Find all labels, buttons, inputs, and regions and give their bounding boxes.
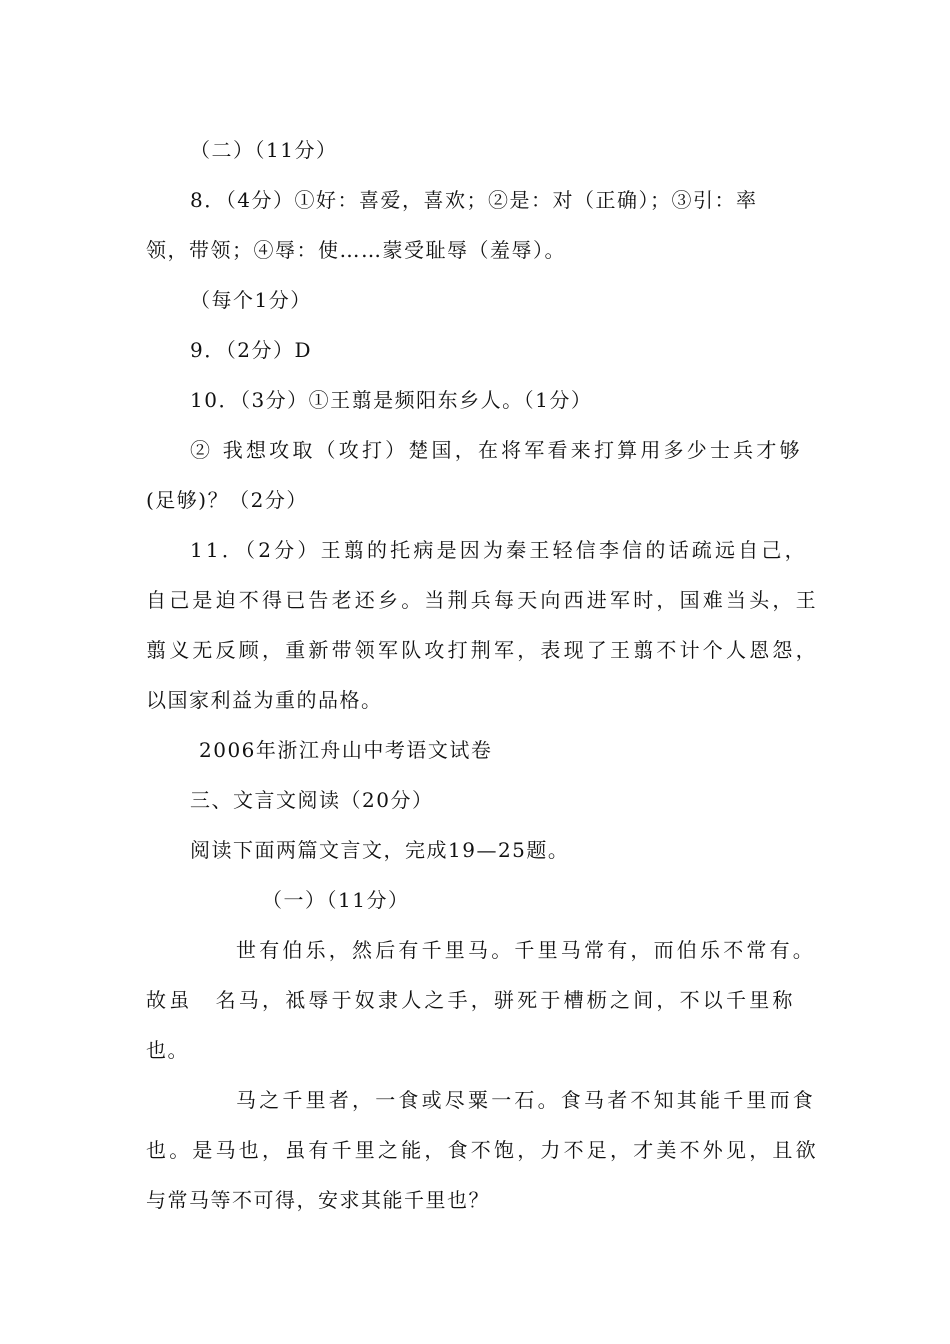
answer-8-line-2: 领，带领；④辱：使……蒙受耻辱（羞辱）。: [146, 238, 566, 262]
passage-line-1: 世有伯乐，然后有千里马。千里马常有，而伯乐不常有。: [236, 938, 816, 962]
answer-11-line-3: 翦义无反顾，重新带领军队攻打荆军，表现了王翦不计个人恩怨，: [146, 638, 819, 662]
reading-instruction: 阅读下面两篇文言文，完成19—25题。: [190, 838, 570, 862]
passage-line-2: 故虽 名马，祗辱于奴隶人之手，骈死于槽枥之间，不以千里称: [146, 988, 796, 1012]
passage-line-5: 也。是马也，虽有千里之能，食不饱，力不足，才美不外见，且欲: [146, 1138, 819, 1162]
answer-10-line-3: (足够)？（2分）: [146, 488, 308, 512]
answer-8-note: （每个1分）: [190, 288, 312, 312]
answer-10-line-2: ② 我想攻取（攻打）楚国，在将军看来打算用多少士兵才够: [190, 438, 803, 462]
passage-line-3: 也。: [146, 1038, 189, 1062]
passage-line-6: 与常马等不可得，安求其能千里也？: [146, 1188, 490, 1212]
answer-9: 9．（2分）D: [190, 338, 312, 362]
answer-11-line-1: 11．（2分）王翦的托病是因为秦王轻信李信的话疏远自己，: [190, 538, 808, 562]
answer-10-line-1: 10．（3分）①王翦是频阳东乡人。（1分）: [190, 388, 593, 412]
passage-one-heading: （一）（11分）: [262, 888, 410, 912]
passage-line-4: 马之千里者，一食或尽粟一石。食马者不知其能千里而食: [236, 1088, 816, 1112]
answer-11-line-4: 以国家利益为重的品格。: [146, 688, 383, 712]
section-heading-two: （二）（11分）: [190, 138, 338, 162]
exam-title: 2006年浙江舟山中考语文试卷: [199, 738, 493, 762]
answer-11-line-2: 自己是迫不得已告老还乡。当荆兵每天向西进军时，国难当头，王: [146, 588, 819, 612]
answer-8-line-1: 8．（4分）①好：喜爱，喜欢；②是：对（正确）；③引：率: [190, 188, 758, 212]
section-three-heading: 三、文言文阅读（20分）: [190, 788, 434, 812]
